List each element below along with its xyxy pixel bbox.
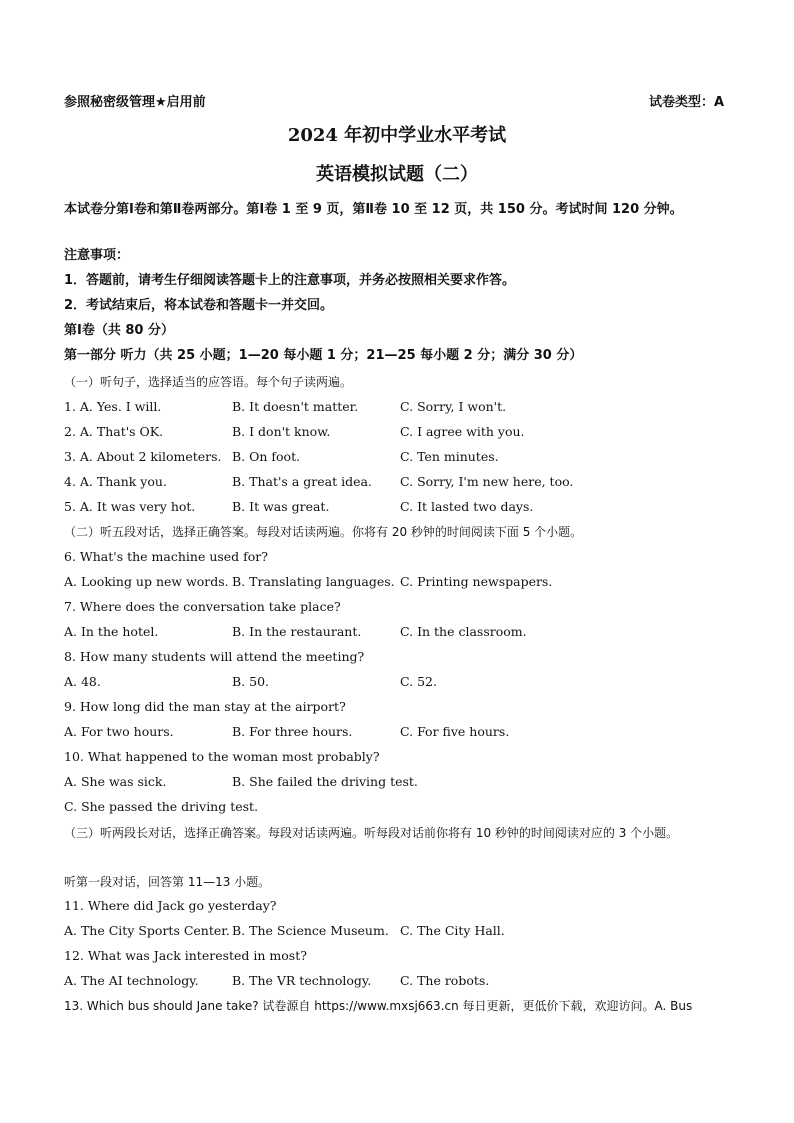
option-c: C. The robots. bbox=[400, 973, 490, 988]
question-stem: 6. What's the machine used for? bbox=[64, 549, 268, 564]
question-row bbox=[64, 498, 744, 516]
question-stem: 12. What was Jack interested in most? bbox=[64, 948, 307, 963]
question-row bbox=[64, 448, 744, 466]
option-a: 1. A. Yes. I will. bbox=[64, 399, 162, 414]
section3-instruction: （三）听两段长对话，选择正确答案。每段对话读两遍。听每段对话前你将有 10 秒钟的时间阅读对应的 3 个小题。 bbox=[64, 826, 679, 840]
option-c: C. I agree with you. bbox=[400, 424, 525, 439]
option-b: B. 50. bbox=[232, 674, 270, 689]
question-row bbox=[64, 972, 744, 990]
question-row bbox=[64, 922, 744, 940]
option-c: C. Sorry, I won't. bbox=[400, 399, 507, 414]
option-c: C. Printing newspapers. bbox=[400, 574, 553, 589]
option-b: B. The VR technology. bbox=[232, 973, 372, 988]
section2-instruction: （二）听五段对话，选择正确答案。每段对话读两遍。你将有 20 秒钟的时间阅读下面 5 个小题。 bbox=[64, 525, 583, 539]
option-a: A. The City Sports Center. bbox=[64, 923, 230, 938]
question-row bbox=[64, 773, 744, 791]
option-a: A. 48. bbox=[64, 674, 101, 689]
question-row bbox=[64, 423, 744, 441]
question-row bbox=[64, 723, 744, 741]
note-1: 1．答题前，请考生仔细阅读答题卡上的注意事项，并务必按照相关要求作答。 bbox=[64, 273, 516, 288]
option-b: B. For three hours. bbox=[232, 724, 353, 739]
option-c: C. Ten minutes. bbox=[400, 449, 499, 464]
option-c: C. 52. bbox=[400, 674, 437, 689]
question-row bbox=[64, 573, 744, 591]
question-row bbox=[64, 623, 744, 641]
note-2: 2．考试结束后，将本试卷和答题卡一并交回。 bbox=[64, 298, 334, 313]
question-stem: 10. What happened to the woman most probably? bbox=[64, 749, 380, 764]
question-stem: 11. Where did Jack go yesterday? bbox=[64, 898, 277, 913]
option-c: C. The City Hall. bbox=[400, 923, 505, 938]
option-b: B. That's a great idea. bbox=[232, 474, 372, 489]
section1-instruction: （一）听句子，选择适当的应答语。每个句子读两遍。 bbox=[64, 375, 353, 389]
option-c: C. For five hours. bbox=[400, 724, 510, 739]
dialog1-heading: 听第一段对话，回答第 11—13 小题。 bbox=[64, 875, 271, 889]
option-a: 2. A. That's OK. bbox=[64, 424, 164, 439]
option-b: B. It doesn't matter. bbox=[232, 399, 359, 414]
option-b: B. On foot. bbox=[232, 449, 301, 464]
option-c: C. It lasted two days. bbox=[400, 499, 534, 514]
option-b: B. I don't know. bbox=[232, 424, 331, 439]
option-a: 3. A. About 2 kilometers. bbox=[64, 449, 222, 464]
option-a: 4. A. Thank you. bbox=[64, 474, 167, 489]
option-a: A. She was sick. bbox=[64, 774, 167, 789]
notes-heading: 注意事项： bbox=[64, 248, 130, 263]
paper-type-label: 试卷类型：A bbox=[648, 95, 724, 110]
part1-heading: 第一部分 听力（共 25 小题；1—20 每小题 1 分；21—25 每小题 2 分；满分 30 分） bbox=[64, 348, 583, 363]
option-b: B. Translating languages. bbox=[232, 574, 395, 589]
question-stem: 7. Where does the conversation take place? bbox=[64, 599, 341, 614]
question-row bbox=[64, 673, 744, 691]
exam-title: 2024 年初中学业水平考试 bbox=[287, 125, 507, 146]
option-a: A. Looking up new words. bbox=[64, 574, 229, 589]
volume-heading: 第Ⅰ卷（共 80 分） bbox=[64, 323, 174, 338]
exam-subtitle: 英语模拟试题（二） bbox=[316, 164, 478, 185]
question-row bbox=[64, 398, 744, 416]
question-13-line: 13. Which bus should Jane take? 试卷源自 https://www.mxsj663.cn 每日更新，更低价下载，欢迎访问。A. Bus bbox=[64, 999, 693, 1013]
option-b: B. The Science Museum. bbox=[232, 923, 389, 938]
option-b: B. In the restaurant. bbox=[232, 624, 362, 639]
option-b: B. She failed the driving test. bbox=[232, 774, 418, 789]
option-b: B. It was great. bbox=[232, 499, 330, 514]
option-a: 5. A. It was very hot. bbox=[64, 499, 196, 514]
question-stem: 8. How many students will attend the meeting? bbox=[64, 649, 365, 664]
question-stem: 9. How long did the man stay at the airport? bbox=[64, 699, 346, 714]
question-row bbox=[64, 473, 744, 491]
exam-intro: 本试卷分第Ⅰ卷和第Ⅱ卷两部分。第Ⅰ卷 1 至 9 页，第Ⅱ卷 10 至 12 页，共 150 分。考试时间 120 分钟。 bbox=[64, 202, 683, 217]
option-a: A. The AI technology. bbox=[64, 973, 199, 988]
option-a: A. For two hours. bbox=[64, 724, 174, 739]
option-c: C. Sorry, I'm new here, too. bbox=[400, 474, 574, 489]
confidentiality-label: 参照秘密级管理★启用前 bbox=[64, 95, 206, 110]
option-c: C. She passed the driving test. bbox=[64, 799, 259, 814]
option-c: C. In the classroom. bbox=[400, 624, 527, 639]
option-a: A. In the hotel. bbox=[64, 624, 159, 639]
